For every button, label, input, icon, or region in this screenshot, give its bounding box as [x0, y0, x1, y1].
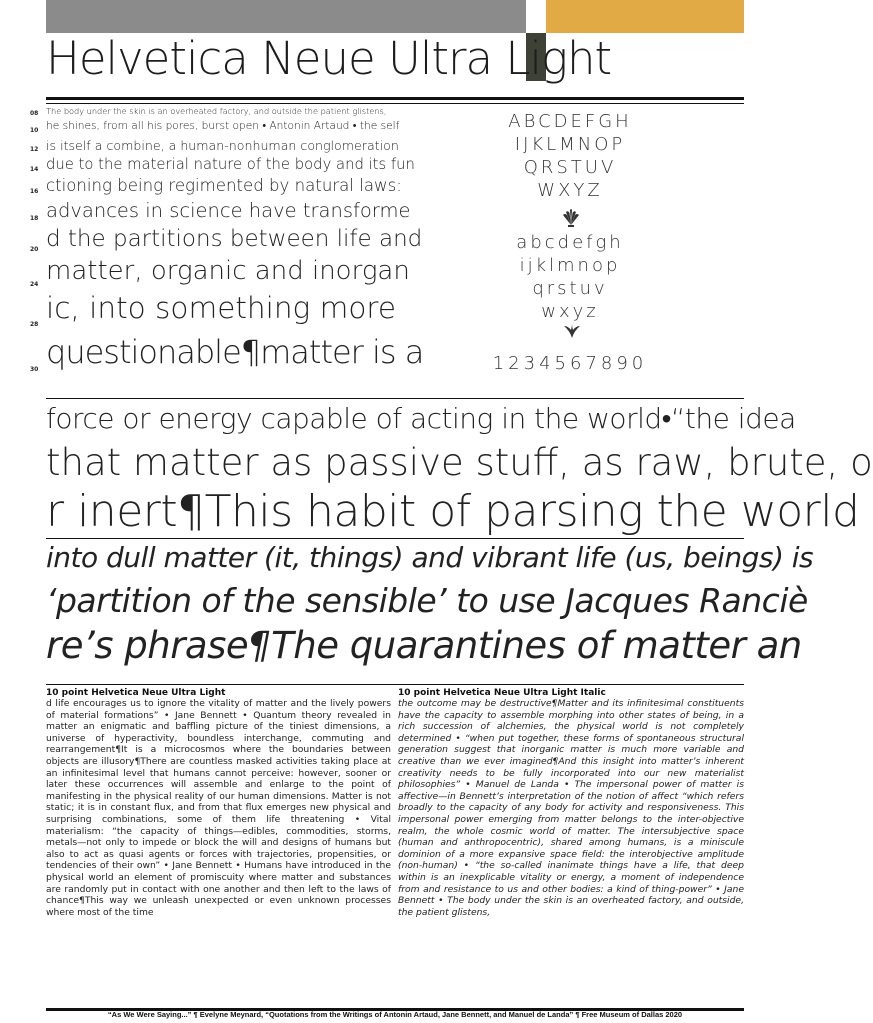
- specimen-line-28pt: ic, into something more: [46, 291, 397, 325]
- column-body: the outcome may be destructive¶Matter and its infinitesimal constituents have the capacity to assemble morphing into other states of being, in a rich succession of alchemies, the physical world is not completely determined • “when put together, these forms of spontaneous structural generation suggest that inorganic matter is much more variable and creative than we ever imagined¶And this insight into matter’s inherent creativity needs to be fully incorporated into our new materialist philosophies” • Manuel de Landa • The impersonal power of matter is affective—in Bennett’s interpretation of the notion of affect “which refers broadly to the capacity of any body for activity and responsiveness. This impersonal power emerging from matter belongs to the inter-objective realm, the whole cosmic world of matter. The intersubjective space (human and anthropocentric), shared among humans, is a miniscule dominion of a more expansive space field: the interobjective amplitude (non-human) • “the so-called inanimate things have a life, that deep within is an inexplicable vitality or energy, a moment of independence from and resistance to us and other bodies: a kind of thing-power” • Jane Bennett • The body under the skin is an overheated factory, and outside, the patient glistens,: [398, 698, 744, 918]
- specimen-line-20pt: d the partitions between life and: [46, 226, 423, 252]
- lowercase-row-4: wxyz: [541, 301, 599, 322]
- display-line-3: r inert¶This habit of parsing the world: [46, 486, 860, 537]
- display-line-1: force or energy capable of acting in the world•“the idea: [46, 402, 796, 435]
- specimen-line-10pt: he shines, from all his pores, burst open • Antonin Artaud • the self: [46, 120, 400, 132]
- footer-credit: “As We Were Saying...” ¶ Evelyne Meynard, “Quotations from the Writings of Antonin Artaud, Jane Bennett, and Manuel de Landa” ¶ Free Museum of Dallas 2020: [107, 1010, 683, 1019]
- column-regular: [46, 688, 391, 988]
- title-rule-thin: [46, 103, 744, 104]
- lowercase-row-1: abcdefgh: [516, 232, 624, 253]
- specimen-line-16pt: ctioning being regimented by natural laws:: [46, 176, 402, 195]
- section-rule: [46, 538, 744, 539]
- fan-fleuron-icon: [560, 207, 582, 229]
- gray-header-bar: [46, 0, 526, 33]
- size-label: 24: [30, 281, 39, 288]
- size-label: 30: [30, 366, 39, 373]
- specimen-line-18pt: advances in science have transforme: [46, 199, 411, 222]
- specimen-line-8pt: The body under the skin is an overheated factory, and outside the patient glistens,: [46, 106, 387, 116]
- lowercase-row-3: qrstuv: [532, 278, 608, 299]
- uppercase-row-2: IJKLMNOP: [514, 134, 626, 155]
- display-line-2: that matter as passive stuff, as raw, brute, o: [46, 441, 873, 484]
- section-rule: [46, 684, 744, 685]
- page-title: Helvetica Neue Ultra Light: [46, 32, 612, 85]
- size-label: 16: [30, 188, 39, 195]
- header-gap: [526, 0, 546, 33]
- column-italic: [398, 688, 744, 988]
- size-label: 20: [30, 246, 39, 253]
- column-body: d life encourages us to ignore the vitality of matter and the lively powers of material formations” • Jane Bennett • Quantum theory revealed in matter an enigmatic and baffling picture of the tiniest dimensions, a universe of hyperactivity, boundless interchange, commuting and rearrangement¶It is a microcosmos where the boundaries between objects are illusory¶There are countless masked activities taking place at an infinitesimal level that humans cannot perceive: however, sooner or later these occurrences will assemble and enlarge to the point of manifesting in the physical reality of our human dimensions. Matter is not static; it is in constant flux, and from that flux emerges new physical and surprising combinations, some of them life threatening • Vital materialism: “the capacity of things—edibles, commodities, storms, metals—not only to impede or block the will and designs of humans but also to act as quasi agents or forces with trajectories, propensities, or tendencies of their own” • Jane Bennett • Humans have introduced in the physical world an element of promiscuity where matter and substances are randomly put in contact with one another and then left to the laws of chance¶This way we unleash unexpected or even unknown processes where most of the time: [46, 698, 391, 918]
- specimen-line-14pt: due to the material nature of the body and its fun: [46, 156, 415, 173]
- size-label: 14: [30, 166, 39, 173]
- italic-line-2: ‘partition of the sensible’ to use Jacques Ranciè: [46, 581, 808, 620]
- digits-row: 1234567890: [492, 353, 648, 374]
- size-label: 28: [30, 321, 39, 328]
- size-label: 18: [30, 215, 39, 222]
- italic-line-3: re’s phrase¶The quarantines of matter an: [46, 624, 802, 667]
- specimen-line-12pt: is itself a combine, a human-nonhuman conglomeration: [46, 138, 399, 153]
- size-label: 08: [30, 110, 39, 117]
- gold-header-bar: [546, 0, 744, 33]
- size-label: 10: [30, 127, 39, 134]
- specimen-line-30pt: questionable¶matter is a: [46, 333, 424, 371]
- specimen-line-24pt: matter, organic and inorgan: [46, 256, 410, 286]
- floral-fleuron-icon: [561, 322, 583, 340]
- size-label: 12: [30, 146, 39, 153]
- column-heading: 10 point Helvetica Neue Ultra Light Italic: [398, 688, 606, 698]
- italic-line-1: into dull matter (it, things) and vibrant life (us, beings) is: [46, 541, 814, 574]
- lowercase-row-2: ijklmnop: [519, 255, 621, 276]
- uppercase-row-1: ABCDEFGH: [508, 111, 632, 132]
- section-rule: [46, 398, 744, 399]
- title-rule-thick: [46, 97, 744, 100]
- uppercase-row-3: QRSTUV: [523, 157, 617, 178]
- uppercase-row-4: WXYZ: [537, 180, 603, 201]
- column-heading: 10 point Helvetica Neue Ultra Light: [46, 688, 226, 698]
